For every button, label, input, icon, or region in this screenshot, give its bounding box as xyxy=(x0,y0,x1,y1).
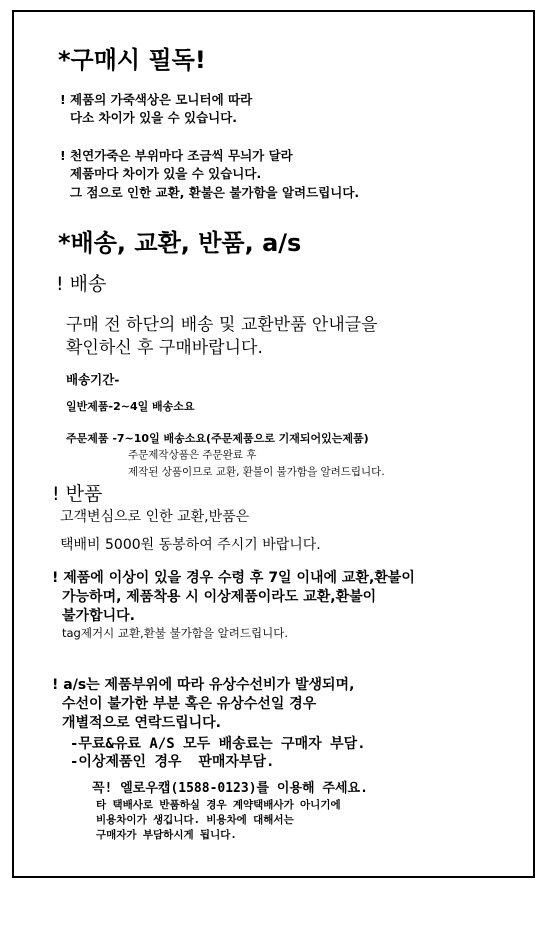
defect-line: ! 제품에 이상이 있을 경우 수령 후 7일 이내에 교환,환불이 xyxy=(52,570,415,586)
shipping-period-label: 배송기간- xyxy=(66,372,120,387)
defect-line: 가능하며, 제품착용 시 이상제품이라도 교환,환불이 xyxy=(62,589,377,605)
returns-line: 고객변심으로 인한 교환,반품은 xyxy=(60,509,250,525)
returns-line: 택배비 5000원 동봉하여 주시기 바랍니다. xyxy=(60,537,321,553)
shipping-custom-note: 제작된 상품이므로 교환, 환불이 불가함을 알려드립니다. xyxy=(128,466,385,478)
shipping-custom: 주문제품 -7~10일 배송소요(주문제품으로 기재되어있는제품) xyxy=(66,432,369,445)
shipping-intro-line: 구매 전 하단의 배송 및 교환반품 안내글을 xyxy=(66,315,378,335)
shipping-intro-line: 확인하신 후 구매바랍니다. xyxy=(66,338,263,358)
courier-note: 꼭! 엘로우캡(1588-0123)를 이용해 주세요. xyxy=(92,781,368,796)
returns-heading: ! 반품 xyxy=(52,483,103,505)
courier-note-line: 타 택배사로 반품하실 경우 계약택배사가 아니기에 xyxy=(96,799,341,811)
as-line: ! a/s는 제품부위에 따라 유상수선비가 발생되며, xyxy=(52,677,355,693)
leather-note-line: 그 점으로 인한 교환, 환불은 불가함을 알려드립니다. xyxy=(70,185,360,200)
courier-note-line: 비용차이가 생깁니다. 비용차에 대해서는 xyxy=(96,814,294,826)
as-line: 수선이 불가한 부분 혹은 유상수선일 경우 xyxy=(62,696,317,712)
policy-title: *배송, 교환, 반품, a/s xyxy=(58,229,302,257)
shipping-general: 일반제품-2~4일 배송소요 xyxy=(66,400,195,413)
courier-note-line: 구매자가 부담하시게 됩니다. xyxy=(96,829,237,841)
as-fee-line: -무료&유료 A/S 모두 배송료는 구매자 부담. xyxy=(70,736,366,752)
tag-note: tag제거시 교환,환불 불가함을 알려드립니다. xyxy=(62,626,288,640)
color-note-line: ! 제품의 가죽색상은 모니터에 따라 xyxy=(60,92,253,107)
shipping-heading: ! 배송 xyxy=(56,273,107,295)
shipping-custom-note: 주문제작상품은 주문완료 후 xyxy=(128,449,257,461)
color-note-line: 다소 차이가 있을 수 있습니다. xyxy=(70,110,238,125)
leather-note-line: ! 천연가죽은 부위마다 조금씩 무늬가 달라 xyxy=(60,148,293,163)
leather-note-line: 제품마다 차이가 있을 수 있습니다. xyxy=(70,166,262,181)
as-fee-line: -이상제품인 경우 판매자부담. xyxy=(70,754,275,770)
as-line: 개별적으로 연락드립니다. xyxy=(62,715,221,731)
notice-title: *구매시 필독! xyxy=(58,46,206,74)
defect-line: 불가합니다. xyxy=(62,608,135,624)
